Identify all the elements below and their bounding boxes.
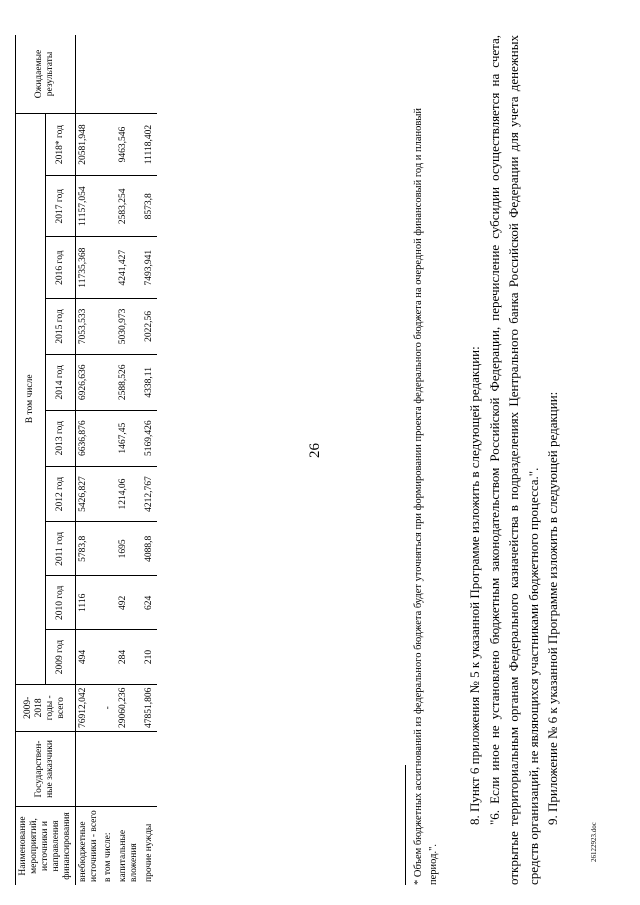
cell-value: 5783,8 [75, 522, 101, 576]
cell-value [101, 237, 116, 299]
header-year: 2016 год [45, 237, 75, 299]
cell-value [101, 466, 116, 522]
table-row [142, 35, 157, 885]
cell-value: 5426,827 [75, 466, 101, 522]
header-customers: Государствен-ные заказчики [16, 732, 76, 807]
cell-value: 5030,973 [116, 298, 142, 354]
row-label: в том числе: [103, 832, 114, 882]
cell-value: 6636,876 [75, 410, 101, 466]
cell-value: 210 [142, 630, 157, 684]
row-customer [116, 732, 142, 807]
cell-value: 4088,8 [142, 522, 157, 576]
cell-value [101, 298, 116, 354]
cell-value: 2583,254 [116, 176, 142, 237]
cell-value [101, 354, 116, 410]
row-total: 29060,236 [116, 684, 142, 731]
cell-value: 8573,8 [142, 176, 157, 237]
cell-value: 284 [116, 630, 142, 684]
row-total: 76912,042 [75, 684, 101, 731]
cell-value: 7493,941 [142, 237, 157, 299]
paragraph: 8. Пункт 6 приложения № 5 к указанной Программе изложить в следующей редакции: [467, 346, 482, 825]
cell-value: 11118,402 [142, 114, 157, 176]
table-row [101, 35, 116, 885]
cell-value: 20581,948 [75, 114, 101, 176]
cell-value [101, 114, 116, 176]
header-year: 2014 год [45, 354, 75, 410]
cell-value: 2022,56 [142, 298, 157, 354]
paragraph: "6. Если иное не установлено бюджетным законодательством Российской Федерации, перечисление субсидии осуществляется на счета, открытые территориальным органам Федерального казначейства в подразделениях Центрального банка Российской Федерации для учета денежных средств организаций, не являющихся участниками бюджетного процесса.". [486, 35, 541, 885]
row-label: капитальные вложения [118, 829, 140, 882]
cell-value: 1695 [116, 522, 142, 576]
cell-value: 4241,427 [116, 237, 142, 299]
header-results: Ожидаемые результаты [16, 35, 76, 114]
cell-value [101, 410, 116, 466]
document-id: 26122923.doc [590, 822, 598, 862]
cell-result [101, 35, 116, 114]
cell-value: 2588,526 [116, 354, 142, 410]
cell-result [142, 35, 157, 114]
header-year: 2017 год [45, 176, 75, 237]
cell-value: 624 [142, 576, 157, 630]
cell-value [101, 630, 116, 684]
cell-value [101, 176, 116, 237]
page-number: 26 [307, 443, 323, 458]
row-customer [75, 732, 101, 807]
row-customer [142, 732, 157, 807]
footnote-rule [405, 765, 406, 885]
cell-value [101, 522, 116, 576]
cell-value: 1214,06 [116, 466, 142, 522]
header-total: 2009-2018 годы - всего [16, 684, 76, 731]
row-total: 47851,806 [142, 684, 157, 731]
cell-value: 4212,767 [142, 466, 157, 522]
cell-result [116, 35, 142, 114]
cell-value: 1116 [75, 576, 101, 630]
cell-value: 11157,054 [75, 176, 101, 237]
cell-value: 494 [75, 630, 101, 684]
header-year: 2009 год [45, 630, 75, 684]
header-year: 2013 год [45, 410, 75, 466]
row-label: внебюджетные источники - всего [77, 810, 99, 882]
cell-value: 9463,546 [116, 114, 142, 176]
cell-value: 1467,45 [116, 410, 142, 466]
body-text [465, 35, 563, 885]
header-year: 2011 год [45, 522, 75, 576]
header-name: Наименование мероприятий, источники и направления финансирования [16, 807, 76, 886]
table-row [75, 35, 101, 885]
footnote: * Объем бюджетных ассигнований из федерального бюджета будет уточняться при формировании проекта федерального бюджета на очередной финансовый год и плановый период.". [413, 107, 440, 885]
financing-table [15, 35, 157, 885]
header-year: 2010 год [45, 576, 75, 630]
header-year: 2018* год [45, 114, 75, 176]
paragraph: 9. Приложение № 6 к указанной Программе изложить в следующей редакции: [545, 391, 560, 825]
row-total: - [101, 684, 116, 731]
cell-result [75, 35, 101, 114]
header-group: В том числе [16, 114, 46, 685]
cell-value: 5169,426 [142, 410, 157, 466]
cell-value: 6926,636 [75, 354, 101, 410]
cell-value: 492 [116, 576, 142, 630]
cell-value: 11735,368 [75, 237, 101, 299]
table-row [116, 35, 142, 885]
rotated-page-content [15, 35, 605, 885]
cell-value: 7053,533 [75, 298, 101, 354]
row-label: прочие нужды [144, 823, 155, 882]
row-customer [101, 732, 116, 807]
cell-value: 4338,11 [142, 354, 157, 410]
cell-value [101, 576, 116, 630]
header-year: 2015 год [45, 298, 75, 354]
header-year: 2012 год [45, 466, 75, 522]
